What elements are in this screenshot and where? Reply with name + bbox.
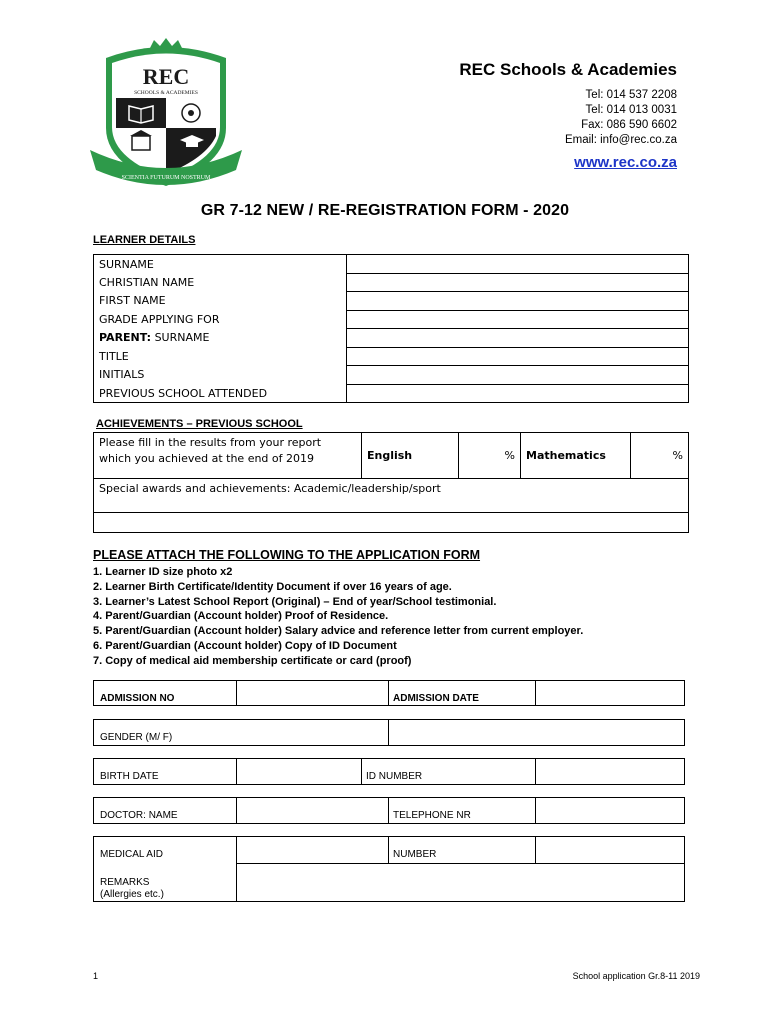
org-name: REC Schools & Academies <box>459 60 677 79</box>
parent-surname-input[interactable] <box>347 329 689 348</box>
divider <box>535 798 536 823</box>
row-label: CHRISTIAN NAME <box>94 273 347 292</box>
parent-surname-label <box>94 329 347 348</box>
divider <box>535 837 536 863</box>
divider <box>236 681 237 705</box>
email: Email: info@rec.co.za <box>564 134 677 146</box>
learner-details-heading: LEARNER DETAILS <box>93 234 196 246</box>
list-item: 1. Learner ID size photo x2 <box>93 566 233 578</box>
grade-input[interactable] <box>347 310 689 329</box>
attach-title: PLEASE ATTACH THE FOLLOWING TO THE APPLICATION FORM <box>93 548 481 562</box>
school-crest-logo <box>86 36 246 194</box>
previous-school-input[interactable] <box>347 384 689 403</box>
list-item: 7. Copy of medical aid membership certificate or card (proof) <box>93 654 412 667</box>
divider <box>236 798 237 823</box>
divider <box>388 798 389 823</box>
attach-list <box>93 565 583 669</box>
learner-details-table <box>93 254 689 403</box>
surname-input[interactable] <box>347 255 689 274</box>
telephone-label: TELEPHONE NR <box>393 810 471 821</box>
admission-row <box>93 680 685 706</box>
row-label: FIRST NAME <box>94 292 347 311</box>
website-link[interactable]: www.rec.co.za <box>574 154 677 171</box>
doctor-row <box>93 797 685 824</box>
gender-label: GENDER (M/ F) <box>100 732 173 743</box>
list-item: 4. Parent/Guardian (Account holder) Proof of Residence. <box>93 610 389 623</box>
remarks-label: REMARKS <box>100 877 150 888</box>
parent-label: PARENT: <box>99 331 152 345</box>
row-label: GRADE APPLYING FOR <box>94 310 347 329</box>
divider <box>388 837 389 863</box>
divider <box>535 759 536 784</box>
medical-aid-label: MEDICAL AID <box>100 849 163 860</box>
birth-id-row <box>93 758 685 785</box>
achievements-table <box>93 432 689 533</box>
special-awards-input[interactable] <box>94 513 689 533</box>
list-item: 3. Learner’s Latest School Report (Original) – End of year/School testimonial. <box>93 595 497 608</box>
page-number: 1 <box>93 971 99 981</box>
math-pct[interactable]: % <box>631 433 689 479</box>
tel-1: Tel: 014 537 2208 <box>585 89 677 101</box>
english-pct[interactable]: % <box>459 433 521 479</box>
initials-input[interactable] <box>347 366 689 385</box>
divider <box>236 863 237 901</box>
row-label: TITLE <box>94 347 347 366</box>
logo-sub: SCHOOLS & ACADEMIES <box>134 90 198 96</box>
id-number-label: ID NUMBER <box>366 771 423 782</box>
title-input[interactable] <box>347 347 689 366</box>
divider <box>236 863 684 864</box>
first-name-input[interactable] <box>347 292 689 311</box>
parent-surname-text: SURNAME <box>154 331 210 345</box>
contact-block <box>459 60 677 172</box>
special-awards-label: Special awards and achievements: Academic/leadership/sport <box>94 479 689 513</box>
math-label: Mathematics <box>521 433 631 479</box>
divider <box>388 681 389 705</box>
logo-letters: REC <box>142 64 190 89</box>
footer-reference: School application Gr.8-11 2019 <box>572 971 700 981</box>
english-label: English <box>362 433 459 479</box>
admission-no-label: ADMISSION NO <box>100 693 175 704</box>
logo-motto: SCIENTIA FUTURUM NOSTRUM <box>121 175 211 181</box>
gender-row <box>93 719 685 746</box>
medical-remarks-block <box>93 836 685 902</box>
allergies-label: (Allergies etc.) <box>100 889 164 900</box>
list-item: 2. Learner Birth Certificate/Identity Document if over 16 years of age. <box>93 580 452 593</box>
form-title: GR 7-12 NEW / RE-REGISTRATION FORM - 2020 <box>200 202 570 219</box>
number-label: NUMBER <box>393 849 437 860</box>
divider <box>361 759 362 784</box>
row-label: INITIALS <box>94 366 347 385</box>
list-item: 5. Parent/Guardian (Account holder) Salary advice and reference letter from current employer. <box>93 625 584 638</box>
doctor-label: DOCTOR: NAME <box>100 810 178 821</box>
admission-date-label: ADMISSION DATE <box>393 693 479 704</box>
divider <box>388 720 389 745</box>
fax: Fax: 086 590 6602 <box>581 119 677 131</box>
list-item: 6. Parent/Guardian (Account holder) Copy of ID Document <box>93 639 397 652</box>
divider <box>535 681 536 705</box>
tel-2: Tel: 014 013 0031 <box>585 104 677 116</box>
divider <box>236 759 237 784</box>
christian-name-input[interactable] <box>347 273 689 292</box>
row-label: PREVIOUS SCHOOL ATTENDED <box>94 384 347 403</box>
divider <box>236 837 237 863</box>
birth-date-label: BIRTH DATE <box>100 771 159 782</box>
achievements-heading: ACHIEVEMENTS – PREVIOUS SCHOOL <box>96 418 303 430</box>
results-instruction: Please fill in the results from your report which you achieved at the end of 2019 <box>94 433 362 479</box>
row-label: SURNAME <box>94 255 347 274</box>
